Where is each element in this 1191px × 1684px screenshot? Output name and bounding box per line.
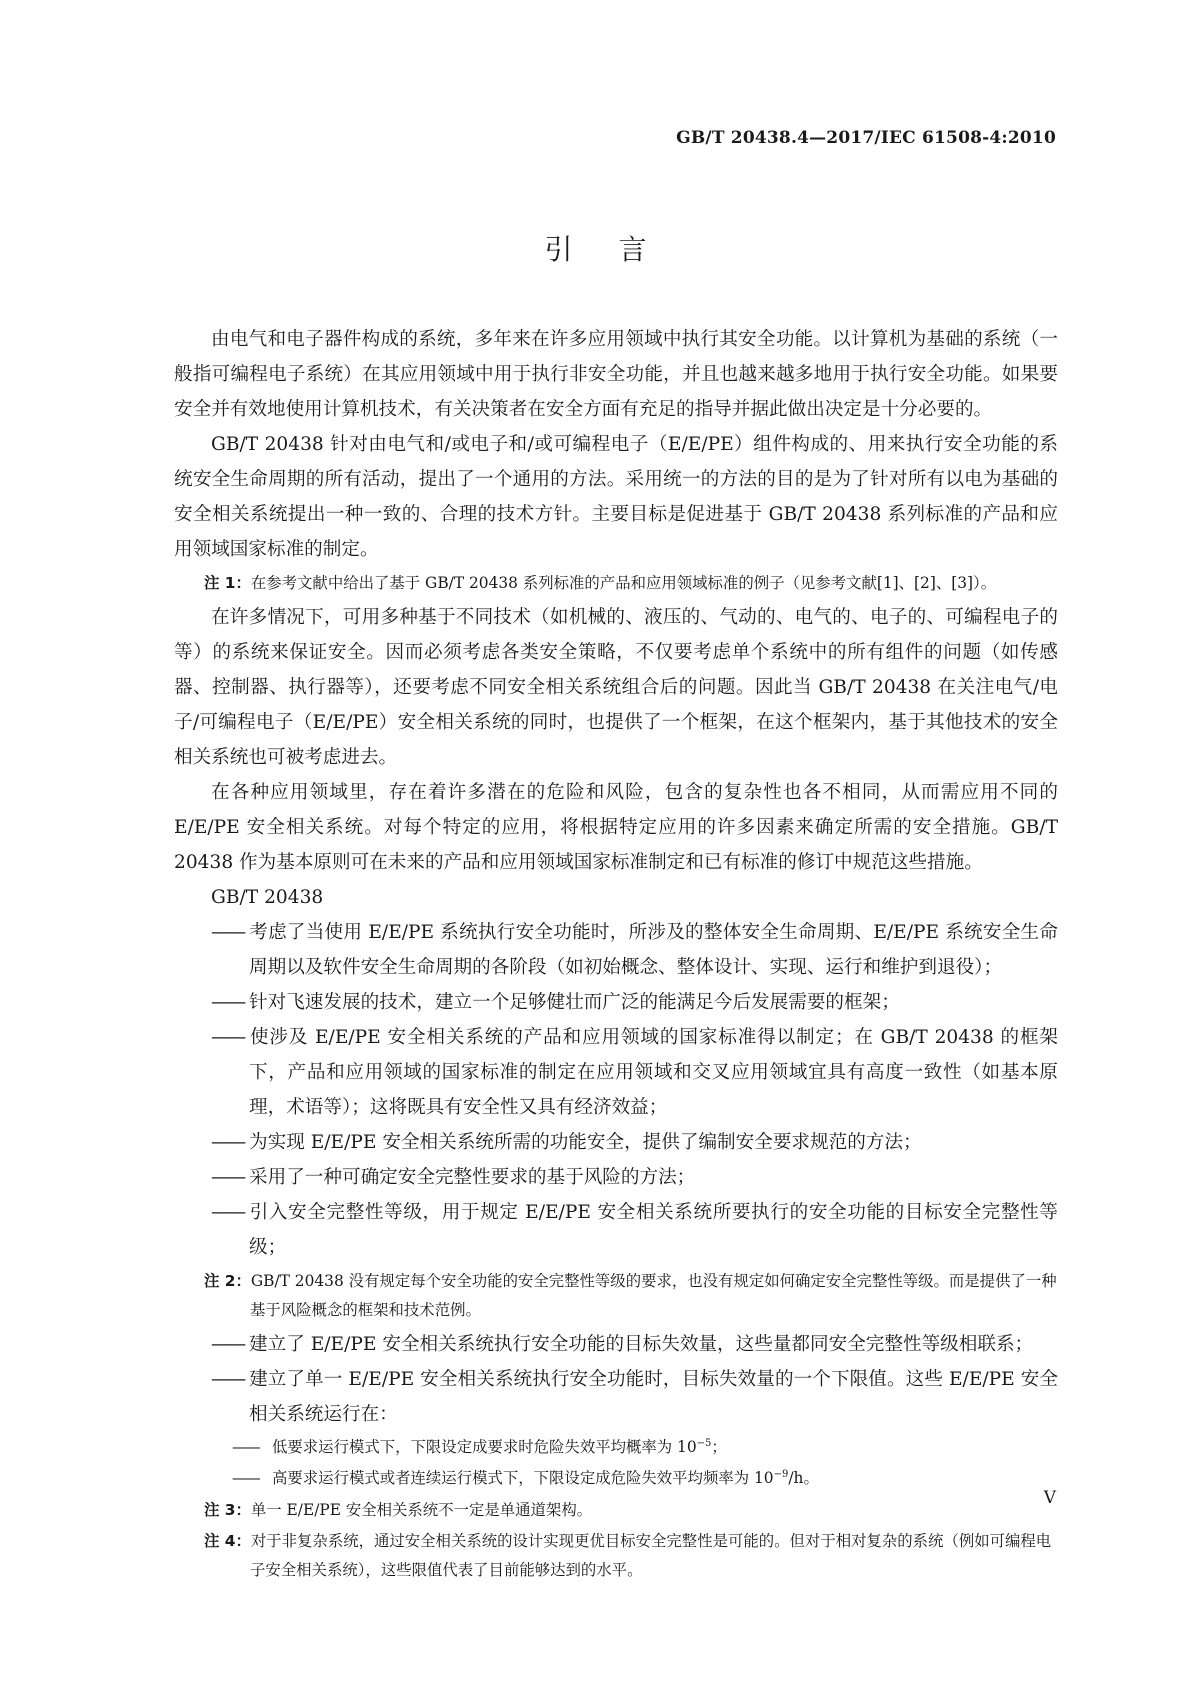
list-item — [174, 985, 1058, 1020]
note-4 — [174, 1527, 1058, 1585]
list-item-text: 使涉及 E/E/PE 安全相关系统的产品和应用领域的国家标准得以制定；在 GB/T 20438 的框架下，产品和应用领域的国家标准的制定在应用领域和交叉应用领域宜具有高度一致性（如基本原理，术语等）；这将既具有安全性又具有经济效益； — [249, 1027, 1058, 1118]
list-item-text: 为实现 E/E/PE 安全相关系统所需的功能安全，提供了编制安全要求规范的方法； — [249, 1132, 922, 1153]
list-item-text: 考虑了当使用 E/E/PE 系统执行安全功能时，所涉及的整体安全生命周期、E/E/PE 系统安全生命周期以及软件安全生命周期的各阶段（如初始概念、整体设计、实现、运行和维护到退役）； — [249, 922, 1058, 978]
paragraph-3: 在许多情况下，可用多种基于不同技术（如机械的、液压的、气动的、电气的、电子的、可编程电子的等）的系统来保证安全。因而必须考虑各类安全策略，不仅要考虑单个系统中的所有组件的问题（如传感器、控制器、执行器等），还要考虑不同安全相关系统组合后的问题。因此当 GB/T 20438 在关注电气/电子/可编程电子（E/E/PE）安全相关系统的同时，也提供了一个框架，在这个框架内，基于其他技术的安全相关系统也可被考虑进去。 — [174, 607, 1058, 768]
dash-marker: —— — [211, 922, 245, 943]
note-4-text: 对于非复杂系统，通过安全相关系统的设计实现更优目标安全完整性是可能的。但对于相对复杂的系统（例如可编程电子安全相关系统），这些限值代表了目前能够达到的水平。 — [250, 1532, 1052, 1579]
list-item-text: 建立了单一 E/E/PE 安全相关系统执行安全功能时，目标失效量的一个下限值。这些 E/E/PE 安全相关系统运行在： — [249, 1369, 1058, 1425]
dash-marker: —— — [232, 1438, 259, 1456]
note-4-label: 注 4： — [204, 1532, 251, 1550]
dash-marker: —— — [211, 1132, 245, 1153]
note-2-label: 注 2： — [204, 1272, 251, 1290]
note-1 — [174, 569, 1058, 598]
note-1-text: 在参考文献中给出了基于 GB/T 20438 系列标准的产品和应用领域标准的例子（见参考文献[1]、[2]、[3]）。 — [250, 574, 997, 592]
list-item-text: 采用了一种可确定安全完整性要求的基于风险的方法； — [249, 1167, 696, 1188]
note-2-text: GB/T 20438 没有规定每个安全功能的安全完整性等级的要求，也没有规定如何确定安全完整性等级。而是提供了一种基于风险概念的框架和技术范例。 — [250, 1272, 1057, 1319]
sub-list-item-text: 低要求运行模式下，下限设定成要求时危险失效平均概率为 10 — [272, 1438, 697, 1456]
sub-list-item — [174, 1463, 1058, 1494]
note-3-label: 注 3： — [204, 1501, 251, 1519]
page-number: V — [1043, 1488, 1056, 1508]
list-item-text: 引入安全完整性等级，用于规定 E/E/PE 安全相关系统所要执行的安全功能的目标安全完整性等级； — [249, 1202, 1058, 1258]
exponent: −9 — [773, 1468, 789, 1480]
list-item — [174, 1020, 1058, 1125]
note-3-text: 单一 E/E/PE 安全相关系统不一定是单通道架构。 — [250, 1501, 593, 1519]
list-item — [174, 1125, 1058, 1160]
list-lead: GB/T 20438 — [211, 887, 324, 908]
list-item — [174, 1362, 1058, 1432]
list-item-text: 针对飞速发展的技术，建立一个足够健壮而广泛的能满足今后发展需要的框架； — [249, 992, 900, 1013]
note-1-label: 注 1： — [204, 574, 251, 592]
list-item — [174, 1195, 1058, 1265]
sub-list-item-tail: ； — [711, 1438, 727, 1456]
list-item — [174, 1160, 1058, 1195]
paragraph-4: 在各种应用领域里，存在着许多潜在的危险和风险，包含的复杂性也各不相同，从而需应用不同的 E/E/PE 安全相关系统。对每个特定的应用，将根据特定应用的许多因素来确定所需的安全措施。GB/T 20438 作为基本原则可在未来的产品和应用领域国家标准制定和已有标准的修订中规范这些措施。 — [174, 782, 1058, 873]
page-title: 引言 — [544, 233, 693, 266]
paragraph-1: 由电气和电子器件构成的系统，多年来在许多应用领域中执行其安全功能。以计算机为基础的系统（一般指可编程电子系统）在其应用领域中用于执行非安全功能，并且也越来越多地用于执行安全功能。如果要安全并有效地使用计算机技术，有关决策者在安全方面有充足的指导并据此做出决定是十分必要的。 — [174, 329, 1058, 420]
note-2 — [174, 1267, 1058, 1325]
dash-marker: —— — [232, 1469, 259, 1487]
dash-marker: —— — [211, 1334, 245, 1355]
sub-list-item-text: 高要求运行模式或者连续运行模式下，下限设定成危险失效平均频率为 10 — [272, 1469, 774, 1487]
paragraph-2: GB/T 20438 针对由电气和/或电子和/或可编程电子（E/E/PE）组件构成的、用来执行安全功能的系统安全生命周期的所有活动，提出了一个通用的方法。采用统一的方法的目的是为了针对所有以电为基础的安全相关系统提出一种一致的、合理的技术方针。主要目标是促进基于 GB/T 20438 系列标准的产品和应用领域国家标准的制定。 — [174, 434, 1058, 560]
dash-marker: —— — [211, 1167, 245, 1188]
sub-list-item — [174, 1432, 1058, 1463]
sub-list-item-tail: /h。 — [788, 1469, 819, 1487]
list-item — [174, 915, 1058, 985]
dash-marker: —— — [211, 992, 245, 1013]
list-item — [174, 1327, 1058, 1362]
note-3 — [174, 1496, 1058, 1525]
dash-marker: —— — [211, 1027, 245, 1048]
standard-code: GB/T 20438.4—2017/IEC 61508-4:2010 — [676, 128, 1056, 148]
list-item-text: 建立了 E/E/PE 安全相关系统执行安全功能的目标失效量，这些量都同安全完整性等级相联系； — [249, 1334, 1034, 1355]
exponent: −5 — [696, 1437, 712, 1449]
main-content — [174, 322, 1058, 1587]
dash-marker: —— — [211, 1202, 245, 1223]
dash-marker: —— — [211, 1369, 245, 1390]
